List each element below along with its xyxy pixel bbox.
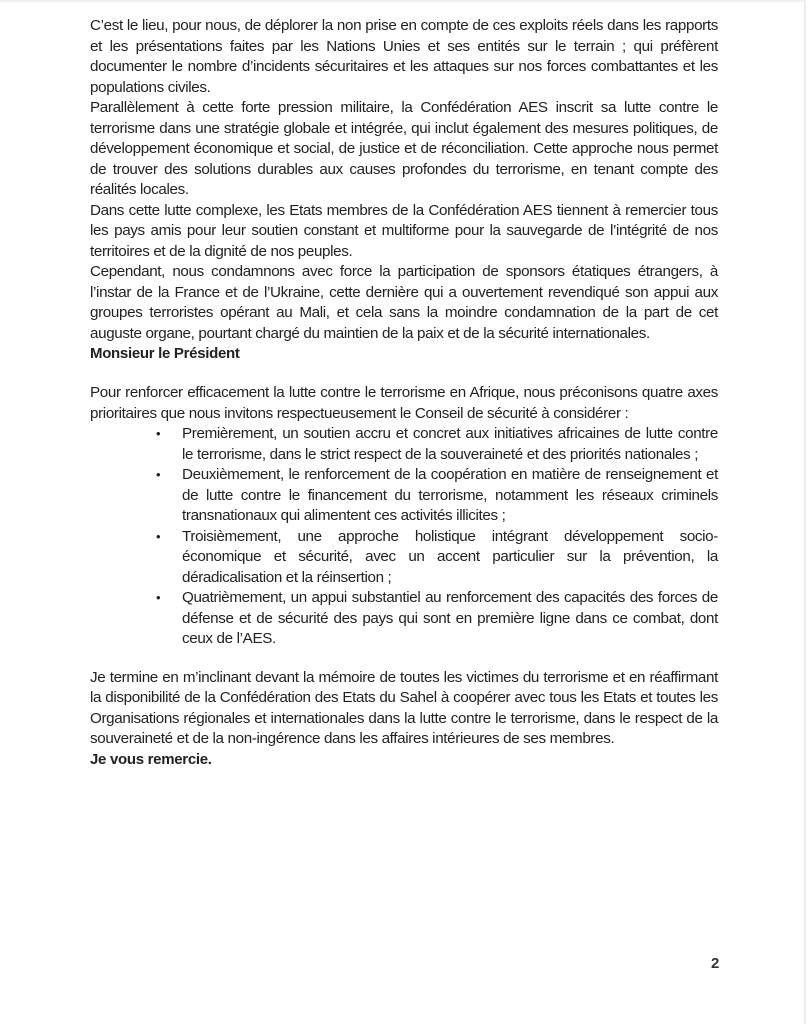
paragraph-un-reports: C’est le lieu, pour nous, de déplorer la non prise en compte de ces exploits réels dans les rapports et les présentations faites par les Nations Unies et ses entités sur le terrain ; qui préfèrent documenter le nombre d’incidents sécuritaires et les attaques sur nos forces combattantes et les populations civiles. — [90, 17, 718, 96]
list-item-text: Troisièmement, une approche holistique intégrant développement socio-économique et sécurité, avec un accent particulier sur la prévention, la déradicalisation et la réinsertion ; — [182, 527, 718, 586]
page-number: 2 — [711, 955, 720, 972]
list-item-text: Deuxièmement, le renforcement de la coopération en matière de renseignement et de lutte contre le financement du terrorisme, notamment les réseaux criminels transnationaux qui alimentent ces activités illicites ; — [182, 466, 718, 524]
bullet-icon: • — [156, 426, 161, 441]
list-item — [152, 527, 718, 589]
list-item-text: Premièrement, un soutien accru et concret aux initiatives africaines de lutte contre le terrorisme, dans le strict respect de la souveraineté et des priorités nationales ; — [182, 425, 718, 463]
list-item-text: Quatrièmement, un appui substantiel au renforcement des capacités des forces de défense et de sécurité des pays qui sont en première ligne dans ce combat, dont ceux de l’AES. — [182, 589, 718, 647]
paragraph-condemnation: Cependant, nous condamnons avec force la participation de sponsors étatiques étrangers, à l’instar de la France et de l’Ukraine, cette dernière qui a ouvertement revendiqué son appui aux groupes terroristes opérant au Mali, et cela sans la moindre condamnation de la part de cet auguste organe, pourtant chargé du maintien de la paix et de la sécurité internationales. — [90, 263, 718, 342]
list-item — [152, 588, 718, 650]
document-body — [90, 16, 718, 770]
list-item — [152, 424, 718, 465]
paragraph-priorities-intro: Pour renforcer efficacement la lutte contre le terrorisme en Afrique, nous préconisons quatre axes prioritaires que nous invitons respectueusement le Conseil de sécurité à considérer : — [90, 384, 718, 422]
paragraph-conclusion: Je termine en m’inclinant devant la mémoire de toutes les victimes du terrorisme et en réaffirmant la disponibilité de la Confédération des Etats du Sahel à coopérer avec tous les Etats et toutes les Organisations régionales et internationales dans la lutte contre le terrorisme, dans le respect de la souveraineté et de la non-ingérence dans les affaires intérieures de ses membres. — [90, 668, 718, 747]
list-item — [152, 465, 718, 527]
bullet-icon: • — [156, 528, 161, 544]
paragraph-thanks-allies: Dans cette lutte complexe, les Etats membres de la Confédération AES tiennent à remercier tous les pays amis pour leur soutien constant et multiforme pour la sauvegarde de l’intégrité de nos territoires et de la dignité de nos peuples. — [90, 201, 718, 260]
bullet-icon: • — [156, 590, 161, 605]
section-heading: Monsieur le Président — [90, 345, 240, 362]
closing-remark: Je vous remercie. — [90, 750, 212, 768]
bullet-icon: • — [156, 467, 161, 482]
priorities-list — [90, 424, 718, 650]
paragraph-global-strategy: Parallèlement à cette forte pression militaire, la Confédération AES inscrit sa lutte contre le terrorisme dans une stratégie globale et intégrée, qui inclut également des mesures politiques, de développement économique et social, de justice et de réconciliation. Cette approche nous permet de trouver des solutions durables aux causes profondes du terrorisme, en tenant compte des réalités locales. — [90, 99, 718, 198]
